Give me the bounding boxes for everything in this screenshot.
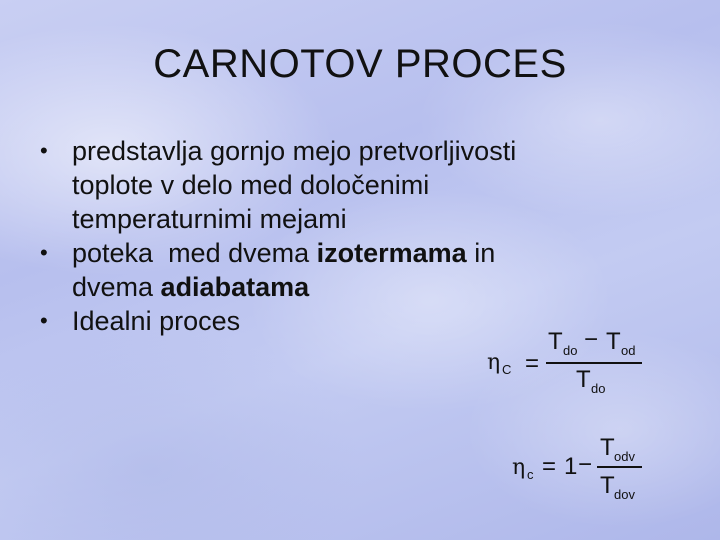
bullet-2-bold-adiabatama: adiabatama xyxy=(160,272,310,302)
slide-title: CARNOTOV PROCES xyxy=(153,42,567,86)
numerator-T-subscript: odv xyxy=(614,449,635,464)
bullet-2-mid: in xyxy=(466,238,496,268)
equals-sign: = xyxy=(542,453,557,480)
bullet-2-pre: poteka med dvema xyxy=(72,238,317,268)
eta-subscript: C xyxy=(502,362,512,377)
denominator-T-subscript: do xyxy=(591,381,606,396)
bullet-2-line2-pre: dvema xyxy=(72,272,161,302)
numerator-T2: T xyxy=(606,328,621,355)
numerator-T1-subscript: do xyxy=(563,343,578,358)
minus-sign: − xyxy=(578,451,593,478)
fraction-bar xyxy=(597,466,642,468)
eta-symbol: η xyxy=(512,455,526,480)
minus-sign: − xyxy=(584,326,599,353)
equals-sign: = xyxy=(525,350,540,377)
bullet-2-bold-izotermama: izotermama xyxy=(316,238,467,268)
one: 1 xyxy=(564,453,578,480)
denominator-T-subscript: dov xyxy=(614,487,635,502)
bullet-dot: • xyxy=(40,308,48,333)
numerator-T: T xyxy=(600,434,615,461)
bullet-1-line-2: toplote v delo med določenimi xyxy=(72,170,430,200)
numerator-T1: T xyxy=(548,328,563,355)
bullet-1-line-1: predstavlja gornjo mejo pretvorljivosti xyxy=(72,136,517,166)
bullet-1-line-3: temperaturnimi mejami xyxy=(72,204,347,234)
bullet-dot: • xyxy=(40,138,48,163)
bullet-dot: • xyxy=(40,240,48,265)
denominator-T: T xyxy=(576,366,591,393)
denominator-T: T xyxy=(600,472,615,499)
numerator-T2-subscript: od xyxy=(621,343,636,358)
eta-subscript: c xyxy=(527,467,534,482)
bullet-3-text: Idealni proces xyxy=(72,306,241,336)
eta-symbol: η xyxy=(487,350,501,375)
